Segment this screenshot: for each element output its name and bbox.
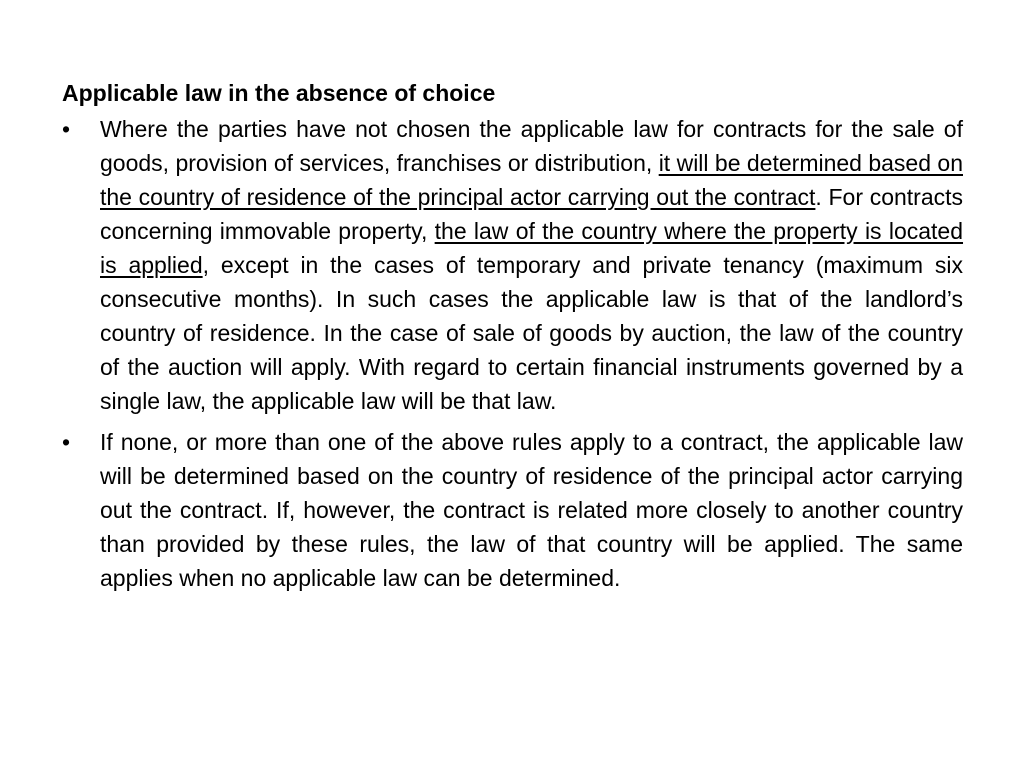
section-heading: Applicable law in the absence of choice xyxy=(62,80,496,106)
bullet1-underlined-2: the law of the country where the property is located is applied xyxy=(100,218,964,278)
bullet-item-2 xyxy=(62,425,963,595)
bullet-mark: • xyxy=(62,429,71,455)
bullet1-text-part-3: , except in the cases of temporary and private tenancy (maximum six consecutive months). In such cases the applicable law is that of the landlord’s country of residence. In the case of sale of goods by auction, the law of the country of the auction will apply. With regard to certain financial instruments governed by a single law, the applicable law will be that law. xyxy=(100,252,963,414)
bullet2-text: If none, or more than one of the above rules apply to a contract, the applicable law will be determined based on the country of residence of the principal actor carrying out the contract. If, however, the contract is related more closely to another country than provided by these rules, the law of that country will be applied. The same applies when no applicable law can be determined. xyxy=(100,429,963,591)
bullet-mark: • xyxy=(62,116,71,142)
bullet1-text-part-1: Where the parties have not chosen the applicable law for contracts for the sale of goods, provision of services, franchises or distribution, xyxy=(100,116,963,176)
slide-content xyxy=(62,76,963,602)
bullet-item-1 xyxy=(62,112,963,418)
bullet1-text-part-2: . For contracts concerning immovable property, xyxy=(100,184,964,244)
bullet1-underlined-1: it will be determined based on the country of residence of the principal actor carrying out the contract xyxy=(100,150,963,210)
bullet-list xyxy=(62,112,963,595)
